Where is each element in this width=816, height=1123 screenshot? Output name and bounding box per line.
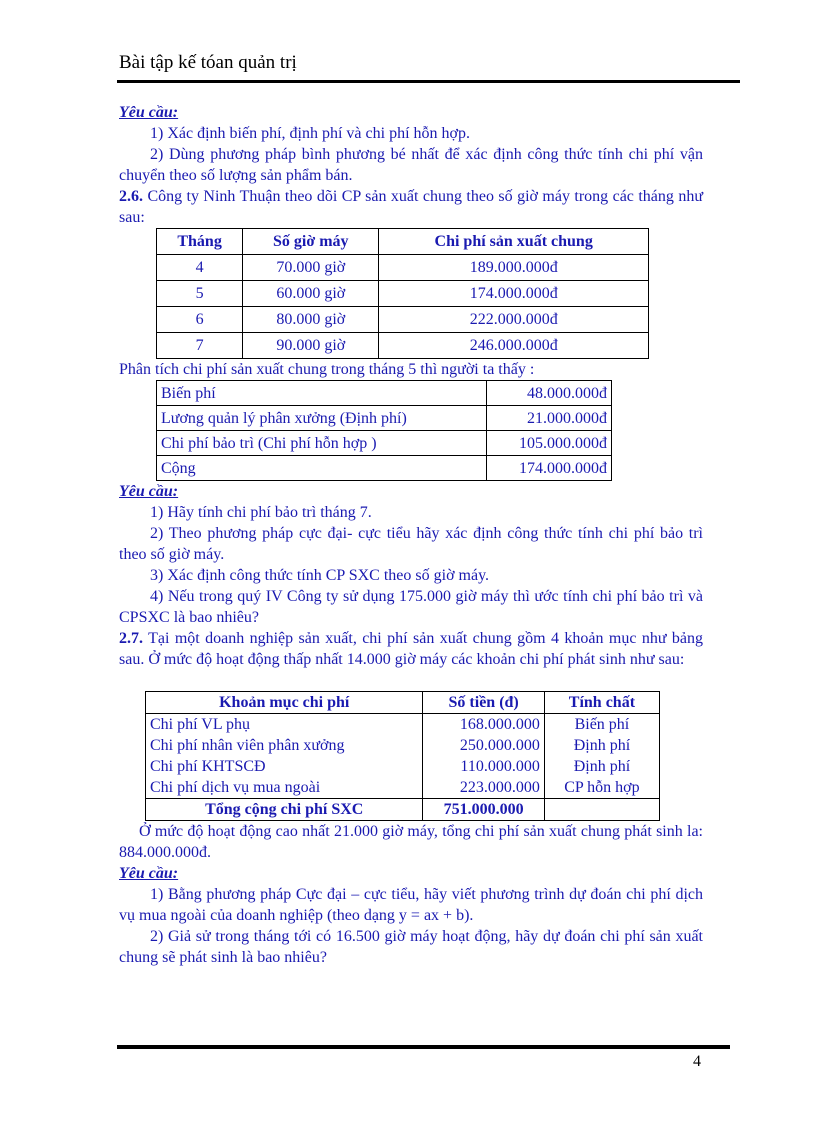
requirement-item: 4) Nếu trong quý IV Công ty sử dụng 175.000 giờ máy thì ước tính chi phí bảo trì và CPSXC là bao nhiêu? [119, 588, 703, 626]
analysis-text: Phân tích chi phí sản xuất chung trong tháng 5 thì người ta thấy : [119, 361, 535, 378]
table-header: Chi phí sản xuất chung [379, 229, 649, 255]
requirement-item: 1) Xác định biến phí, định phí và chi phí hỗn hợp. [150, 125, 470, 142]
table-row: Chi phí nhân viên phân xưởng 250.000.000 Định phí [146, 735, 660, 756]
requirement-item: 2) Dùng phương pháp bình phương bé nhất để xác định công thức tính chi phí vận chuyển theo số lượng sản phẩm bán. [119, 146, 703, 184]
table-header: Số tiền (đ) [423, 692, 544, 714]
table-row: 6 80.000 giờ 222.000.000đ [157, 307, 649, 333]
requirement-item: 1) Bằng phương pháp Cực đại – cực tiểu, hãy viết phương trình dự đoán chi phí dịch vụ mua ngoài của doanh nghiệp (theo dạng y = ax + b). [119, 886, 703, 924]
requirement-item: 2) Giả sử trong tháng tới có 16.500 giờ máy hoạt động, hãy dự đoán chi phí sản xuất chung sẽ phát sinh là bao nhiêu? [119, 928, 703, 966]
table-row: Cộng 174.000.000đ [157, 456, 612, 481]
header-rule [117, 80, 740, 83]
footer-rule [117, 1045, 730, 1049]
exercise-number: 2.6. [119, 188, 143, 205]
exercise-2-7-intro: 2.7. Tại một doanh nghiệp sản xuất, chi phí sản xuất chung gồm 4 khoản mục như bảng sau. Ở mức độ hoạt động thấp nhất 14.000 giờ máy các khoản chi phí phát sinh như sau: [119, 630, 703, 668]
exercise-2-6-intro: 2.6. Công ty Ninh Thuận theo dõi CP sản xuất chung theo số giờ máy trong các tháng như sau: [119, 188, 704, 226]
requirement-item: 3) Xác định công thức tính CP SXC theo số giờ máy. [150, 567, 490, 584]
table-header: Tính chất [544, 692, 659, 714]
table-row: Chi phí KHTSCĐ 110.000.000 Định phí [146, 756, 660, 777]
table-total-row: Tổng cộng chi phí SXC 751.000.000 [146, 799, 660, 821]
requirement-label: Yêu cầu: [119, 483, 179, 500]
table-row: Chi phí VL phụ 168.000.000 Biến phí [146, 714, 660, 736]
requirement-item: 2) Theo phương pháp cực đại- cực tiểu hãy xác định công thức tính chi phí bảo trì theo số giờ máy. [119, 525, 703, 563]
table-row: 7 90.000 giờ 246.000.000đ [157, 333, 649, 359]
requirement-label: Yêu cầu: [119, 865, 179, 882]
overhead-cost-table [145, 691, 660, 821]
table-row: Biến phí 48.000.000đ [157, 381, 612, 406]
page-number: 4 [693, 1053, 701, 1070]
requirement-item: 1) Hãy tính chi phí bảo trì tháng 7. [150, 504, 372, 521]
table-header: Tháng [157, 229, 243, 255]
high-activity-text: Ở mức độ hoạt động cao nhất 21.000 giờ máy, tổng chi phí sản xuất chung phát sinh la: 884.000.000đ. [119, 823, 703, 861]
document-body [119, 102, 703, 968]
table-row: Chi phí bảo trì (Chi phí hỗn hợp ) 105.000.000đ [157, 431, 612, 456]
table-row: Chi phí dịch vụ mua ngoài 223.000.000 CP hỗn hợp [146, 777, 660, 799]
requirement-label: Yêu cầu: [119, 104, 179, 121]
table-row: 4 70.000 giờ 189.000.000đ [157, 255, 649, 281]
table-header: Khoản mục chi phí [146, 692, 423, 714]
cost-analysis-table [156, 380, 612, 481]
header-title: Bài tập kế tóan quản trị [119, 52, 297, 73]
table-row: Lương quản lý phân xưởng (Định phí) 21.000.000đ [157, 406, 612, 431]
table-row: 5 60.000 giờ 174.000.000đ [157, 281, 649, 307]
machine-hours-table [156, 228, 649, 359]
table-header: Số giờ máy [243, 229, 379, 255]
exercise-number: 2.7. [119, 630, 143, 647]
